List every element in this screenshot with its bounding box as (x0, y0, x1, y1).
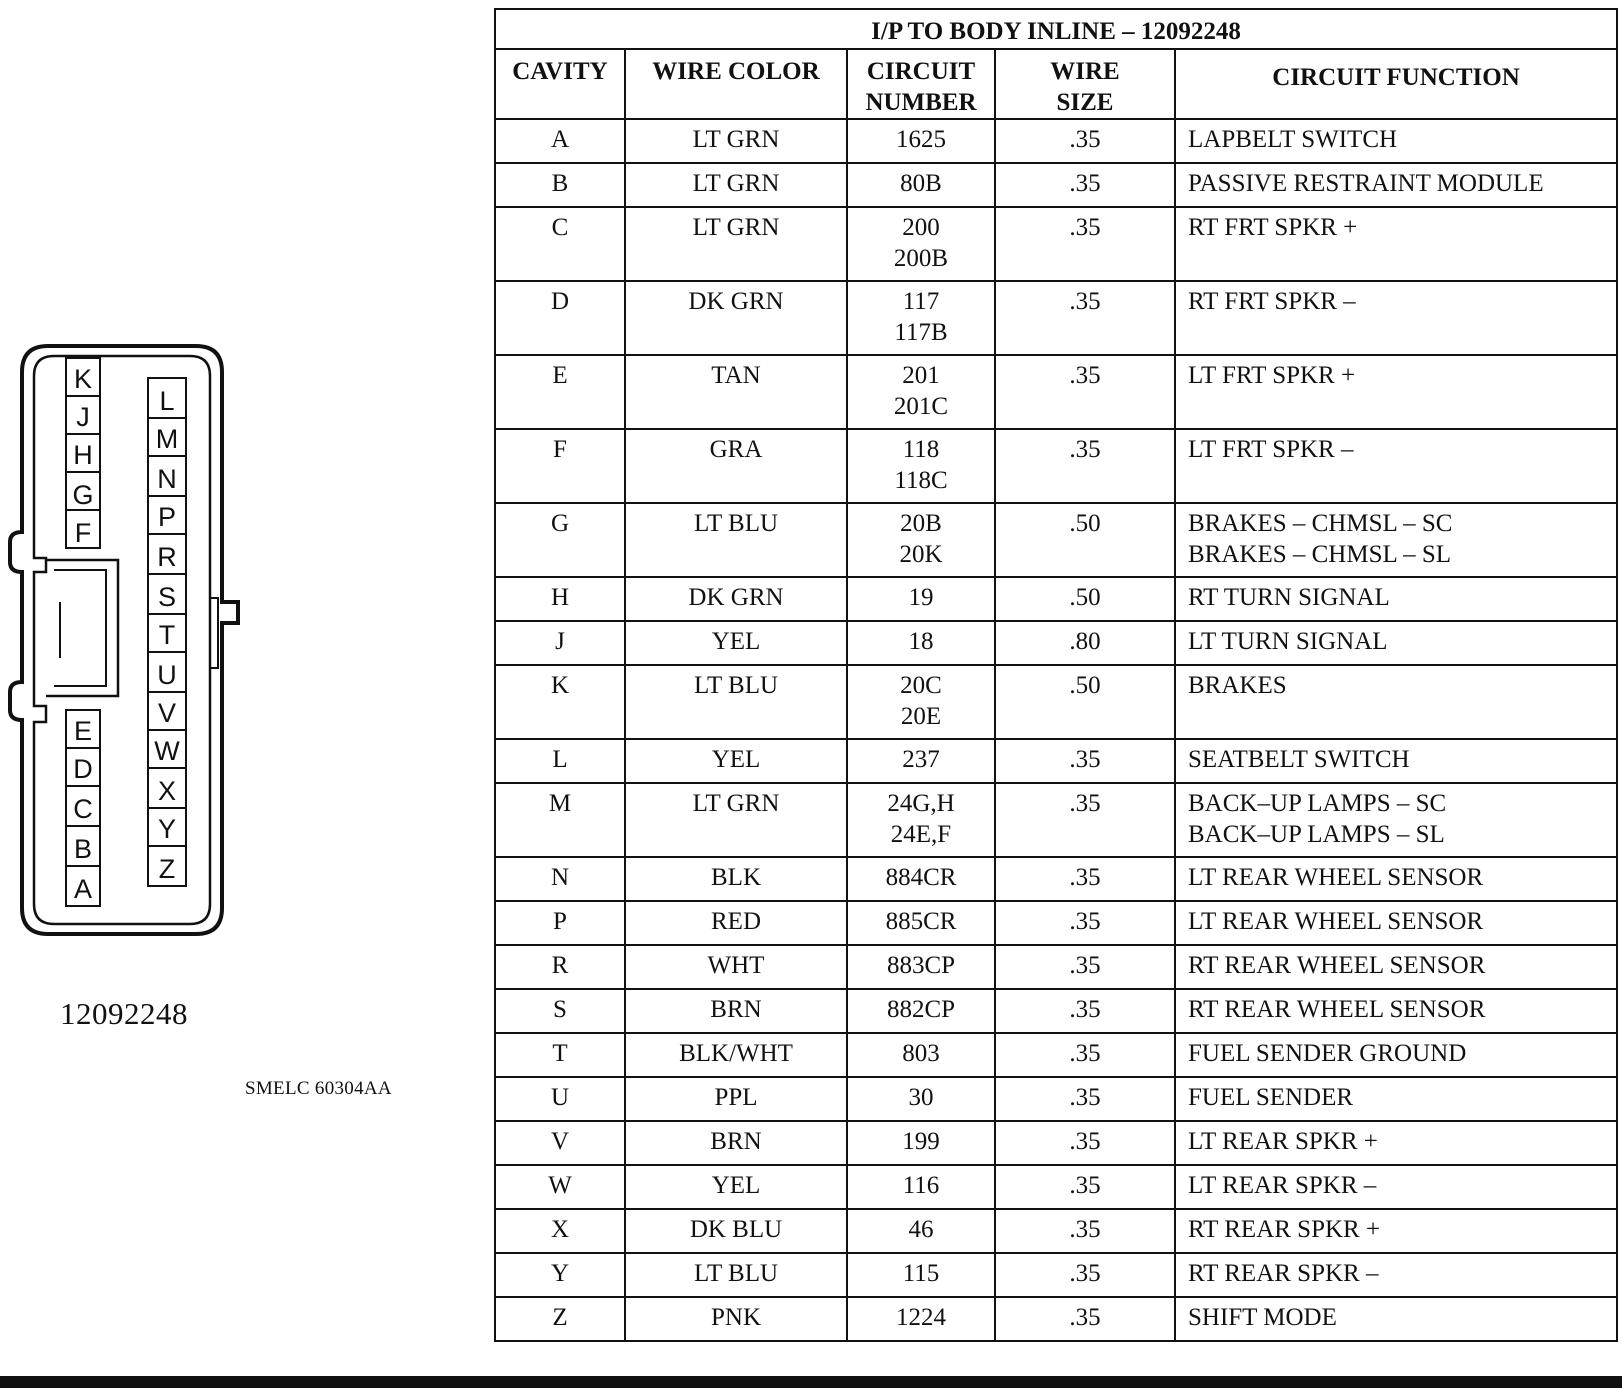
header-circuit-function: CIRCUIT FUNCTION (1175, 49, 1617, 119)
circuit-number-cell (847, 1077, 995, 1121)
pin-label: F (74, 518, 92, 548)
circuit-number-cell (847, 783, 995, 857)
circuit-function-line: RT REAR SPKR – (1188, 1260, 1379, 1287)
circuit-number-cell (847, 355, 995, 429)
cavity-cell: B (495, 163, 625, 207)
connector-outline (0, 340, 260, 960)
wire-color-cell: LT BLU (625, 503, 847, 577)
table-header-row (495, 49, 1617, 119)
wire-color-cell: LT GRN (625, 783, 847, 857)
table-row (495, 119, 1617, 163)
circuit-number-cell (847, 207, 995, 281)
circuit-function-cell (1175, 119, 1617, 163)
circuit-function-line: LT FRT SPKR – (1188, 436, 1354, 463)
table-row (495, 1033, 1617, 1077)
wire-color-cell: BLK (625, 857, 847, 901)
pin-label: D (73, 754, 93, 784)
circuit-function-cell (1175, 857, 1617, 901)
circuit-number-line: 20B (900, 510, 942, 537)
wire-color-cell: LT GRN (625, 119, 847, 163)
wire-size-cell: .35 (995, 1165, 1175, 1209)
table-title: I/P TO BODY INLINE – 12092248 (495, 9, 1617, 49)
pin-label: U (157, 660, 177, 690)
circuit-function-line: SHIFT MODE (1188, 1304, 1337, 1331)
circuit-function-line: LT REAR WHEEL SENSOR (1188, 864, 1484, 891)
circuit-number-cell (847, 1297, 995, 1341)
circuit-function-line: LT REAR SPKR + (1188, 1128, 1378, 1155)
circuit-number-line: 116 (902, 1172, 940, 1199)
pin-label: S (157, 582, 177, 612)
header-line: SIZE (1056, 89, 1114, 116)
table-row (495, 1165, 1617, 1209)
cavity-cell: V (495, 1121, 625, 1165)
wire-color-cell: LT GRN (625, 207, 847, 281)
table-row (495, 1077, 1617, 1121)
circuit-function-cell (1175, 1209, 1617, 1253)
table-row (495, 1209, 1617, 1253)
circuit-function-line: LT REAR SPKR – (1188, 1172, 1377, 1199)
circuit-number-line: 46 (908, 1216, 934, 1243)
header-wire-color: WIRE COLOR (625, 49, 847, 119)
wire-color-cell: LT GRN (625, 163, 847, 207)
circuit-function-cell (1175, 901, 1617, 945)
cavity-cell: F (495, 429, 625, 503)
circuit-number-cell (847, 163, 995, 207)
circuit-function-cell (1175, 1253, 1617, 1297)
circuit-number-cell (847, 577, 995, 621)
table-row (495, 577, 1617, 621)
wire-size-cell: .35 (995, 945, 1175, 989)
circuit-function-cell (1175, 1121, 1617, 1165)
wire-color-cell: BRN (625, 1121, 847, 1165)
table-row (495, 945, 1617, 989)
circuit-number-cell (847, 1033, 995, 1077)
circuit-function-line: PASSIVE RESTRAINT MODULE (1188, 170, 1544, 197)
circuit-function-line: RT FRT SPKR + (1188, 214, 1358, 241)
pin-label: Y (157, 814, 177, 844)
wire-color-cell: BLK/WHT (625, 1033, 847, 1077)
pin-label: E (73, 716, 93, 746)
circuit-function-cell (1175, 281, 1617, 355)
wire-size-cell: .35 (995, 1077, 1175, 1121)
circuit-number-cell (847, 119, 995, 163)
circuit-function-cell (1175, 503, 1617, 577)
circuit-function-cell (1175, 163, 1617, 207)
cavity-cell: Y (495, 1253, 625, 1297)
cavity-cell: K (495, 665, 625, 739)
cavity-cell: H (495, 577, 625, 621)
cavity-cell: C (495, 207, 625, 281)
table-row (495, 989, 1617, 1033)
right-pin-column (148, 378, 186, 886)
table-row (495, 783, 1617, 857)
wire-size-cell: .35 (995, 1297, 1175, 1341)
circuit-number-cell (847, 1209, 995, 1253)
wire-color-cell: LT BLU (625, 1253, 847, 1297)
circuit-number-cell (847, 989, 995, 1033)
pin-label: G (72, 480, 94, 510)
circuit-function-line: LT FRT SPKR + (1188, 362, 1356, 389)
circuit-number-cell (847, 1121, 995, 1165)
circuit-function-line: SEATBELT SWITCH (1188, 746, 1410, 773)
wire-color-cell: TAN (625, 355, 847, 429)
circuit-function-cell (1175, 621, 1617, 665)
wire-size-cell: .50 (995, 577, 1175, 621)
pin-label: R (157, 542, 177, 572)
table-row (495, 281, 1617, 355)
table-row (495, 1297, 1617, 1341)
circuit-number-cell (847, 1253, 995, 1297)
circuit-function-line: BACK–UP LAMPS – SL (1188, 821, 1445, 848)
wire-color-cell: YEL (625, 739, 847, 783)
table-row (495, 621, 1617, 665)
wire-size-cell: .35 (995, 857, 1175, 901)
circuit-function-cell (1175, 1165, 1617, 1209)
circuit-number-line: 19 (908, 584, 934, 611)
connector-diagram (0, 340, 260, 960)
circuit-number-cell (847, 739, 995, 783)
circuit-function-cell (1175, 989, 1617, 1033)
cavity-cell: N (495, 857, 625, 901)
circuit-number-line: 20C (900, 672, 942, 699)
figure-reference-code: SMELC 60304AA (245, 1078, 392, 1099)
circuit-number-line: 199 (902, 1128, 940, 1155)
cavity-cell: S (495, 989, 625, 1033)
circuit-number-line: 20E (900, 703, 942, 730)
wire-size-cell: .35 (995, 739, 1175, 783)
circuit-number-line: 24E,F (890, 821, 952, 848)
circuit-number-line: 20K (899, 541, 943, 568)
pin-label: P (157, 502, 177, 532)
wire-color-cell: YEL (625, 1165, 847, 1209)
table-row (495, 739, 1617, 783)
table-row (495, 1121, 1617, 1165)
pin-label: M (155, 424, 179, 454)
table-row (495, 429, 1617, 503)
table-row (495, 1253, 1617, 1297)
circuit-function-cell (1175, 1077, 1617, 1121)
circuit-function-cell (1175, 207, 1617, 281)
circuit-number-cell (847, 945, 995, 989)
wire-size-cell: .35 (995, 119, 1175, 163)
circuit-function-line: RT FRT SPKR – (1188, 288, 1356, 315)
wire-size-cell: .35 (995, 281, 1175, 355)
cavity-cell: P (495, 901, 625, 945)
wire-color-cell: GRA (625, 429, 847, 503)
wire-size-cell: .35 (995, 901, 1175, 945)
circuit-function-line: LT REAR WHEEL SENSOR (1188, 908, 1484, 935)
pin-label: W (154, 736, 180, 766)
circuit-number-cell (847, 281, 995, 355)
wire-size-cell: .35 (995, 429, 1175, 503)
cavity-cell: W (495, 1165, 625, 1209)
wire-color-cell: DK GRN (625, 577, 847, 621)
circuit-number-cell (847, 1165, 995, 1209)
wire-color-cell: BRN (625, 989, 847, 1033)
circuit-function-cell (1175, 429, 1617, 503)
cavity-cell: T (495, 1033, 625, 1077)
cavity-cell: G (495, 503, 625, 577)
wire-size-cell: .35 (995, 989, 1175, 1033)
circuit-number-line: 885CR (885, 908, 957, 935)
circuit-function-cell (1175, 1033, 1617, 1077)
pin-label: K (73, 364, 93, 394)
wire-size-cell: .35 (995, 207, 1175, 281)
pin-label: B (73, 834, 93, 864)
wire-color-cell: PPL (625, 1077, 847, 1121)
circuit-number-line: 30 (908, 1084, 934, 1111)
wire-size-cell: .35 (995, 783, 1175, 857)
circuit-number-line: 24G,H (887, 790, 955, 817)
circuit-number-line: 117 (902, 288, 940, 315)
connector-part-number: 12092248 (60, 996, 188, 1031)
wire-size-cell: .35 (995, 1121, 1175, 1165)
circuit-number-cell (847, 503, 995, 577)
cavity-cell: X (495, 1209, 625, 1253)
table-row (495, 503, 1617, 577)
table-row (495, 207, 1617, 281)
circuit-number-line: 883CP (886, 952, 956, 979)
header-line: NUMBER (865, 89, 977, 116)
circuit-number-line: 118C (894, 467, 948, 494)
pin-label: J (76, 402, 90, 432)
wire-color-cell: DK GRN (625, 281, 847, 355)
table-row (495, 665, 1617, 739)
circuit-number-cell (847, 621, 995, 665)
circuit-number-cell (847, 429, 995, 503)
wire-color-cell: LT BLU (625, 665, 847, 739)
circuit-function-line: FUEL SENDER GROUND (1188, 1040, 1467, 1067)
circuit-function-line: BRAKES – CHMSL – SL (1188, 541, 1452, 568)
left-pin-column-upper (66, 358, 100, 548)
pin-label: N (157, 464, 177, 494)
circuit-number-line: 884CR (885, 864, 957, 891)
wire-size-cell: .35 (995, 1033, 1175, 1077)
pin-label: A (73, 874, 93, 904)
circuit-function-line: RT REAR SPKR + (1188, 1216, 1381, 1243)
circuit-function-line: RT REAR WHEEL SENSOR (1188, 996, 1486, 1023)
cavity-cell: E (495, 355, 625, 429)
wire-color-cell: DK BLU (625, 1209, 847, 1253)
circuit-number-line: 80B (900, 170, 942, 197)
circuit-function-line: LAPBELT SWITCH (1188, 126, 1398, 153)
circuit-function-cell (1175, 577, 1617, 621)
table-row (495, 355, 1617, 429)
header-cavity: CAVITY (495, 49, 625, 119)
pin-label: V (157, 698, 177, 728)
circuit-function-cell (1175, 945, 1617, 989)
cavity-cell: Z (495, 1297, 625, 1341)
bottom-rule (0, 1376, 1622, 1388)
pin-label: L (159, 386, 175, 416)
circuit-number-cell (847, 665, 995, 739)
wire-color-cell: YEL (625, 621, 847, 665)
circuit-function-line: FUEL SENDER (1188, 1084, 1354, 1111)
pin-label: H (73, 440, 93, 470)
circuit-number-line: 115 (902, 1260, 940, 1287)
cavity-cell: A (495, 119, 625, 163)
wire-size-cell: .35 (995, 163, 1175, 207)
table-row (495, 901, 1617, 945)
circuit-function-cell (1175, 1297, 1617, 1341)
circuit-function-line: BRAKES – CHMSL – SC (1188, 510, 1453, 537)
circuit-number-line: 882CP (886, 996, 956, 1023)
header-circuit-number (847, 49, 995, 119)
wire-size-cell: .50 (995, 665, 1175, 739)
circuit-number-line: 118 (902, 436, 940, 463)
cavity-cell: L (495, 739, 625, 783)
connector-pinout-table (494, 8, 1618, 1342)
wire-color-cell: PNK (625, 1297, 847, 1341)
circuit-function-line: RT TURN SIGNAL (1188, 584, 1390, 611)
left-pin-column-lower (66, 710, 100, 906)
circuit-function-cell (1175, 665, 1617, 739)
circuit-number-line: 237 (902, 746, 940, 773)
circuit-function-line: LT TURN SIGNAL (1188, 628, 1388, 655)
circuit-number-line: 1224 (896, 1304, 946, 1331)
circuit-number-line: 803 (902, 1040, 940, 1067)
pin-label: T (158, 620, 176, 650)
wire-size-cell: .35 (995, 355, 1175, 429)
wire-size-cell: .50 (995, 503, 1175, 577)
pin-label: Z (158, 854, 176, 884)
cavity-cell: D (495, 281, 625, 355)
circuit-function-cell (1175, 355, 1617, 429)
cavity-cell: M (495, 783, 625, 857)
circuit-function-cell (1175, 783, 1617, 857)
circuit-number-line: 201C (893, 393, 949, 420)
circuit-function-cell (1175, 739, 1617, 783)
header-line: CIRCUIT (866, 58, 976, 85)
circuit-number-cell (847, 857, 995, 901)
table-row (495, 857, 1617, 901)
circuit-function-line: RT REAR WHEEL SENSOR (1188, 952, 1486, 979)
cavity-cell: U (495, 1077, 625, 1121)
circuit-function-line: BRAKES (1188, 672, 1287, 699)
circuit-number-line: 1625 (896, 126, 946, 153)
wire-size-cell: .35 (995, 1209, 1175, 1253)
wire-size-cell: .80 (995, 621, 1175, 665)
wire-size-cell: .35 (995, 1253, 1175, 1297)
pin-label: X (157, 776, 177, 806)
circuit-number-line: 200B (893, 245, 949, 272)
header-wire-size (995, 49, 1175, 119)
wire-color-cell: RED (625, 901, 847, 945)
circuit-number-line: 200 (902, 214, 940, 241)
table-row (495, 163, 1617, 207)
cavity-cell: J (495, 621, 625, 665)
pin-label: C (73, 794, 93, 824)
circuit-number-line: 117B (894, 319, 948, 346)
header-line: WIRE (1050, 58, 1120, 85)
circuit-number-line: 18 (908, 628, 934, 655)
circuit-number-line: 201 (902, 362, 940, 389)
circuit-number-cell (847, 901, 995, 945)
cavity-cell: R (495, 945, 625, 989)
circuit-function-line: BACK–UP LAMPS – SC (1188, 790, 1447, 817)
wire-color-cell: WHT (625, 945, 847, 989)
